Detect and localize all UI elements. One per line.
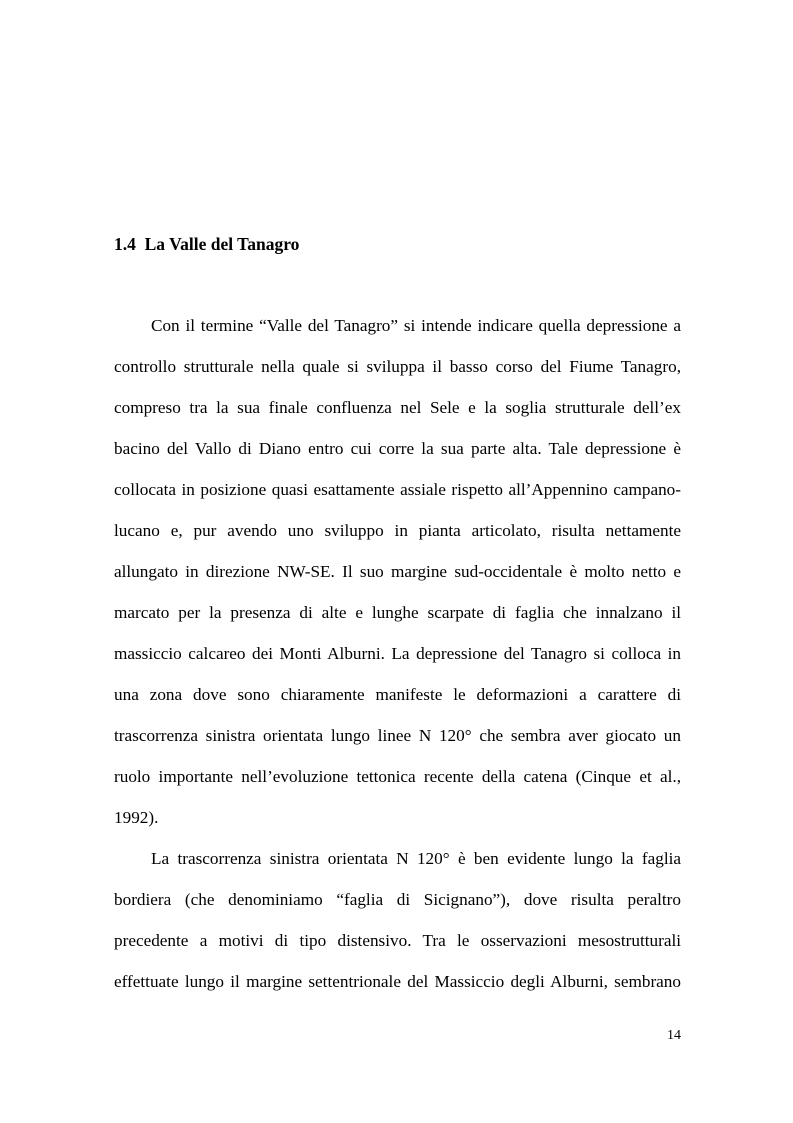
text-line: 1992). — [114, 808, 159, 827]
text-line: allungato in direzione NW-SE. Il suo margine sud-occidentale è molto netto e — [114, 562, 681, 581]
text-line: La trascorrenza sinistra orientata N 120° è ben evidente lungo la faglia — [151, 849, 681, 868]
text-line: ruolo importante nell’evoluzione tettonica recente della catena (Cinque et al., — [114, 767, 681, 786]
text-line: compreso tra la sua finale confluenza nel Sele e la soglia strutturale dell’ex — [114, 398, 681, 417]
text-line: controllo strutturale nella quale si sviluppa il basso corso del Fiume Tanagro, — [114, 357, 681, 376]
text-line: collocata in posizione quasi esattamente assiale rispetto all’Appennino campano- — [114, 480, 681, 499]
text-line: lucano e, pur avendo uno sviluppo in pianta articolato, risulta nettamente — [114, 521, 681, 540]
page-number: 14 — [667, 1028, 681, 1043]
text-line: bacino del Vallo di Diano entro cui corre la sua parte alta. Tale depressione è — [114, 439, 681, 458]
text-line: trascorrenza sinistra orientata lungo linee N 120° che sembra aver giocato un — [114, 726, 681, 745]
text-line: una zona dove sono chiaramente manifeste le deformazioni a carattere di — [114, 685, 681, 704]
text-line: massiccio calcareo dei Monti Alburni. La depressione del Tanagro si colloca in — [114, 644, 681, 663]
text-line: marcato per la presenza di alte e lunghe scarpate di faglia che innalzano il — [114, 603, 681, 622]
text-line: effettuate lungo il margine settentrionale del Massiccio degli Alburni, sembrano — [114, 972, 681, 991]
text-line: bordiera (che denominiamo “faglia di Sicignano”), dove risulta peraltro — [114, 890, 681, 909]
section-heading: 1.4 La Valle del Tanagro — [114, 234, 300, 254]
text-line: Con il termine “Valle del Tanagro” si intende indicare quella depressione a — [151, 316, 681, 335]
text-line: precedente a motivi di tipo distensivo. Tra le osservazioni mesostrutturali — [114, 931, 681, 950]
